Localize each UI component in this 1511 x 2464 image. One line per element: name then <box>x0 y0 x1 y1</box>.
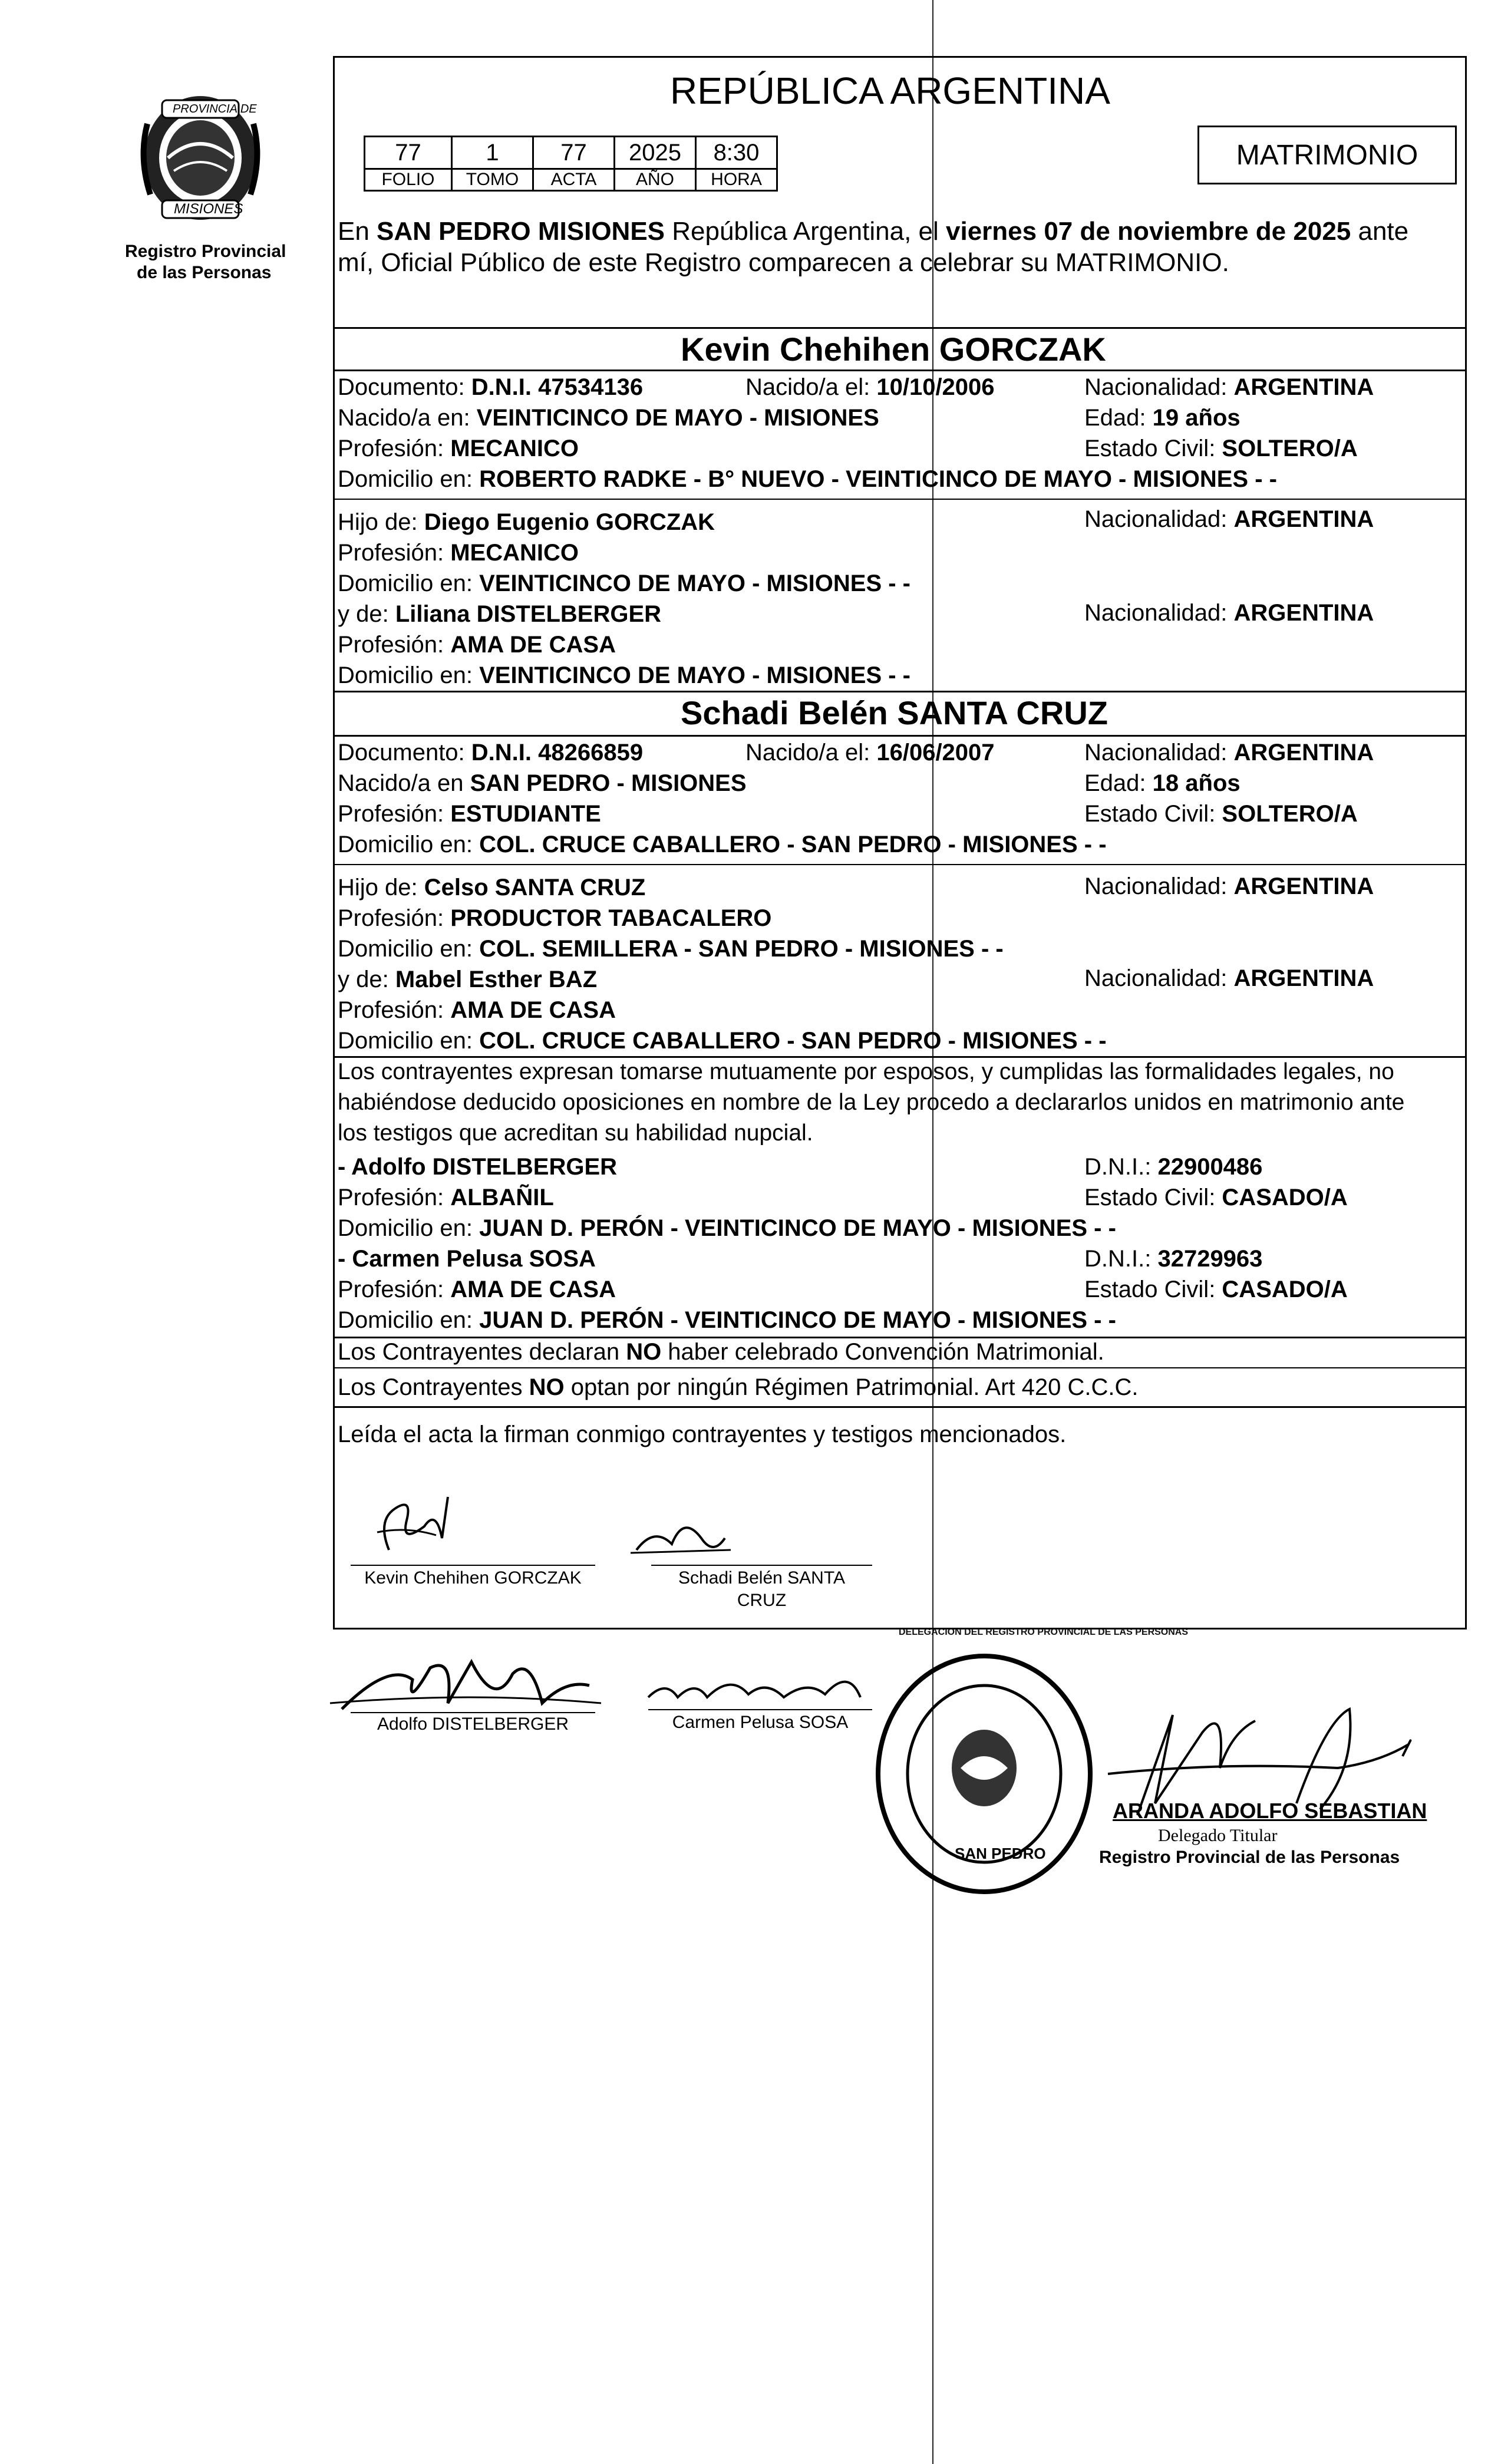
declaration-line1: Los contrayentes expresan tomarse mutuamente por esposos, y cumplidas las formalidades legales, no <box>338 1059 1394 1084</box>
logo-text-top: PROVINCIA DE <box>173 103 257 116</box>
separator <box>333 370 1467 371</box>
intro-date: viernes 07 de noviembre de 2025 <box>946 217 1351 246</box>
spouse2-birthplace: Nacido/a en SAN PEDRO - MISIONES <box>338 770 747 796</box>
anio-label: AÑO <box>615 169 696 191</box>
witness1-dni: D.N.I.: 22900486 <box>1084 1154 1263 1180</box>
witness1-civil-status: Estado Civil: CASADO/A <box>1084 1185 1348 1210</box>
official-organization: Registro Provincial de las Personas <box>1099 1848 1400 1867</box>
separator <box>333 735 1467 737</box>
declaration-line2: habiéndose deducido oposiciones en nombre de la Ley procedo a declararlos unidos en matrimonio ante <box>338 1090 1405 1115</box>
spouse1-name: Kevin Chehihen GORCZAK <box>681 331 1106 368</box>
signature-line <box>648 1709 872 1710</box>
spouse2-father-address: Domicilio en: COL. SEMILLERA - SAN PEDRO - MISIONES - - <box>338 936 1004 962</box>
signature-schadi <box>619 1503 737 1568</box>
spouse2-mother-nationality: Nacionalidad: ARGENTINA <box>1084 965 1374 991</box>
spouse2-nationality: Nacionalidad: ARGENTINA <box>1084 740 1374 766</box>
spouse2-father: Hijo de: Celso SANTA CRUZ <box>338 875 646 901</box>
signature-line <box>351 1565 595 1566</box>
separator <box>333 864 1467 865</box>
witness2-profession: Profesión: AMA DE CASA <box>338 1276 616 1302</box>
spouse1-mother-profession: Profesión: AMA DE CASA <box>338 632 616 658</box>
convention-line2: Los Contrayentes NO optan por ningún Régimen Patrimonial. Art 420 C.C.C. <box>338 1374 1139 1400</box>
signature-line <box>651 1565 872 1566</box>
spouse1-father: Hijo de: Diego Eugenio GORCZAK <box>338 509 715 535</box>
stamp-ring-text: DELEGACION DEL REGISTRO PROVINCIAL DE LAS PERSONAS <box>899 1627 1189 1637</box>
spouse2-civil-status: Estado Civil: SOLTERO/A <box>1084 801 1358 827</box>
spouse2-profession: Profesión: ESTUDIANTE <box>338 801 601 827</box>
spouse2-document: Documento: D.N.I. 48266859 <box>338 740 644 766</box>
anio-value: 2025 <box>615 137 696 169</box>
spouse1-nationality: Nacionalidad: ARGENTINA <box>1084 374 1374 400</box>
spouse1-mother-nationality: Nacionalidad: ARGENTINA <box>1084 600 1374 626</box>
official-title: Delegado Titular <box>1158 1826 1278 1845</box>
witness1-profession: Profesión: ALBAÑIL <box>338 1185 554 1210</box>
tomo-value: 1 <box>452 137 533 169</box>
document-type-box: MATRIMONIO <box>1197 126 1457 184</box>
intro-place: SAN PEDRO MISIONES <box>377 217 665 246</box>
spouse2-father-profession: Profesión: PRODUCTOR TABACALERO <box>338 905 772 931</box>
spouse2-address: Domicilio en: COL. CRUCE CABALLERO - SAN PEDRO - MISIONES - - <box>338 832 1107 857</box>
stamp-center-text: SAN PEDRO <box>955 1845 1046 1862</box>
spouse1-mother: y de: Liliana DISTELBERGER <box>338 601 662 627</box>
spouse1-civil-status: Estado Civil: SOLTERO/A <box>1084 436 1358 461</box>
spouse1-birthdate: Nacido/a el: 10/10/2006 <box>745 374 995 400</box>
separator <box>333 1406 1467 1408</box>
witness2-name: - Carmen Pelusa SOSA <box>338 1246 596 1272</box>
witness1-name: - Adolfo DISTELBERGER <box>338 1154 618 1180</box>
spouse2-mother-address: Domicilio en: COL. CRUCE CABALLERO - SAN PEDRO - MISIONES - - <box>338 1028 1107 1054</box>
registry-logo <box>127 88 274 230</box>
spouse2-age: Edad: 18 años <box>1084 770 1241 796</box>
logo-text-bottom: MISIONES <box>174 201 243 217</box>
spouse1-mother-address: Domicilio en: VEINTICINCO DE MAYO - MISIONES - - <box>338 662 910 688</box>
spouse1-father-address: Domicilio en: VEINTICINCO DE MAYO - MISIONES - - <box>338 570 910 596</box>
tomo-label: TOMO <box>452 169 533 191</box>
convention-line1: Los Contrayentes declaran NO haber celebrado Convención Matrimonial. <box>338 1339 1104 1365</box>
spouse1-profession: Profesión: MECANICO <box>338 436 579 461</box>
hora-label: HORA <box>696 169 777 191</box>
registry-name-line1: Registro Provincial <box>125 242 286 261</box>
signature-kevin <box>354 1485 471 1568</box>
spouse1-father-profession: Profesión: MECANICO <box>338 540 579 566</box>
separator <box>333 691 1467 692</box>
witness1-address: Domicilio en: JUAN D. PERÓN - VEINTICINCO DE MAYO - MISIONES - - <box>338 1215 1116 1241</box>
closing-text: Leída el acta la firman conmigo contrayentes y testigos mencionados. <box>338 1421 1067 1447</box>
country-title: REPÚBLICA ARGENTINA <box>670 70 1110 112</box>
intro-line2: mí, Oficial Público de este Registro comparecen a celebrar su MATRIMONIO. <box>338 248 1229 277</box>
official-name: ARANDA ADOLFO SEBASTIAN <box>1113 1799 1427 1823</box>
hora-value: 8:30 <box>696 137 777 169</box>
spouse1-father-nationality: Nacionalidad: ARGENTINA <box>1084 506 1374 532</box>
folio-value: 77 <box>365 137 452 169</box>
spouse2-father-nationality: Nacionalidad: ARGENTINA <box>1084 873 1374 899</box>
signature-label-carmen: Carmen Pelusa SOSA <box>672 1713 849 1732</box>
record-table <box>364 136 778 192</box>
intro-line1: En SAN PEDRO MISIONES República Argentina, el viernes 07 de noviembre de 2025 ante <box>338 217 1409 246</box>
declaration-line3: los testigos que acreditan su habilidad nupcial. <box>338 1120 813 1146</box>
acta-label: ACTA <box>533 169 615 191</box>
separator <box>333 327 1467 329</box>
witness2-address: Domicilio en: JUAN D. PERÓN - VEINTICINCO DE MAYO - MISIONES - - <box>338 1307 1116 1333</box>
witness2-dni: D.N.I.: 32729963 <box>1084 1246 1263 1272</box>
spouse1-address: Domicilio en: ROBERTO RADKE - B° NUEVO - VEINTICINCO DE MAYO - MISIONES - - <box>338 466 1277 492</box>
spouse2-name: Schadi Belén SANTA CRUZ <box>681 694 1108 731</box>
spouse2-birthdate: Nacido/a el: 16/06/2007 <box>745 740 995 766</box>
spouse1-age: Edad: 19 años <box>1084 405 1241 431</box>
spouse2-mother: y de: Mabel Esther BAZ <box>338 967 598 992</box>
signature-line <box>351 1712 595 1713</box>
spouse2-mother-profession: Profesión: AMA DE CASA <box>338 997 616 1023</box>
signature-label-schadi-1: Schadi Belén SANTA <box>678 1568 845 1588</box>
signature-label-schadi-2: CRUZ <box>737 1591 787 1610</box>
signature-label-adolfo: Adolfo DISTELBERGER <box>377 1714 569 1734</box>
separator <box>333 1367 1467 1368</box>
acta-value: 77 <box>533 137 615 169</box>
spouse1-document: Documento: D.N.I. 47534136 <box>338 374 644 400</box>
separator <box>333 499 1467 500</box>
signature-carmen <box>636 1662 890 1715</box>
folio-label: FOLIO <box>365 169 452 191</box>
spouse1-birthplace: Nacido/a en: VEINTICINCO DE MAYO - MISIONES <box>338 405 879 431</box>
signature-label-kevin: Kevin Chehihen GORCZAK <box>364 1568 582 1588</box>
witness2-civil-status: Estado Civil: CASADO/A <box>1084 1276 1348 1302</box>
registry-name-line2: de las Personas <box>137 263 272 282</box>
